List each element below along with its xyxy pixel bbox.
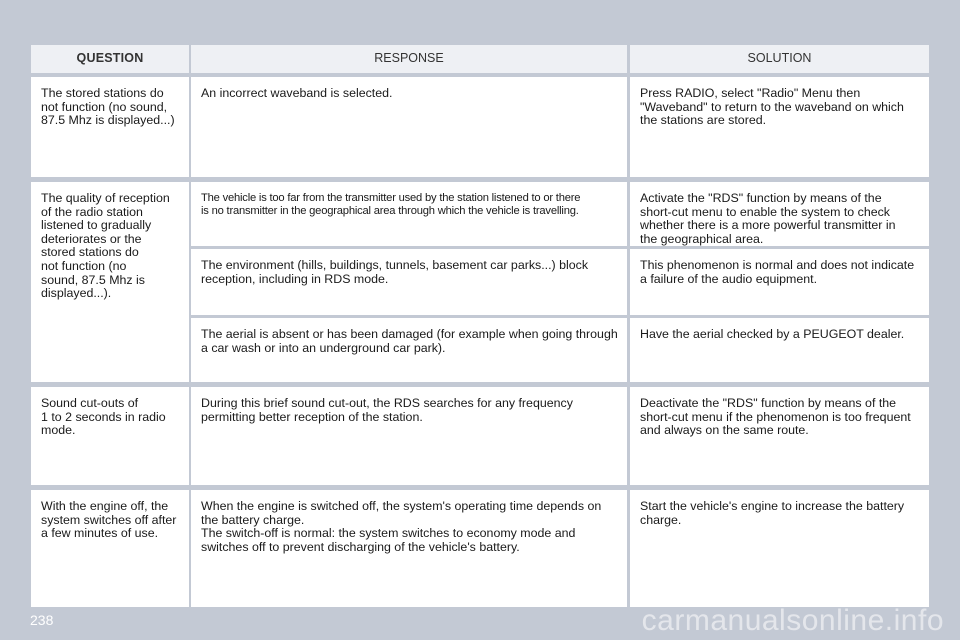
row3-solution: Deactivate the "RDS" function by means of the short-cut menu if the phenomenon is too frequent and always on the same route.	[630, 387, 929, 485]
row1-question: The stored stations do not function (no sound, 87.5 Mhz is displayed...)	[31, 77, 189, 177]
watermark: carmanualsonline.info	[641, 604, 944, 637]
row4-response: When the engine is switched off, the system's operating time depends on the battery charge. The switch-off is normal: the system switches to economy mode and switches off to prevent discharging of the vehicle's battery.	[191, 490, 627, 607]
row3-question: Sound cut-outs of 1 to 2 seconds in radio mode.	[31, 387, 189, 485]
row4-question: With the engine off, the system switches off after a few minutes of use.	[31, 490, 189, 607]
row2-item1-solution: Activate the "RDS" function by means of the short-cut menu to enable the system to check whether there is a more powerful transmitter in the geographical area.	[630, 182, 929, 246]
page-number: 238	[30, 612, 54, 628]
row2-item3-solution: Have the aerial checked by a PEUGEOT dealer.	[630, 318, 929, 382]
header-question: QUESTION	[31, 45, 189, 73]
row1-response: An incorrect waveband is selected.	[191, 77, 627, 177]
header-solution: SOLUTION	[630, 45, 929, 73]
header-response: RESPONSE	[191, 45, 627, 73]
row2-item3-response: The aerial is absent or has been damaged (for example when going through a car wash or into an underground car park).	[191, 318, 627, 382]
row4-solution: Start the vehicle's engine to increase the battery charge.	[630, 490, 929, 607]
row2-item2-solution: This phenomenon is normal and does not indicate a failure of the audio equipment.	[630, 249, 929, 315]
row1-solution: Press RADIO, select "Radio" Menu then "Waveband" to return to the waveband on which the stations are stored.	[630, 77, 929, 177]
row2-item1-response: The vehicle is too far from the transmitter used by the station listened to or there is no transmitter in the geographical area through which the vehicle is travelling.	[191, 182, 627, 246]
row2-question: The quality of reception of the radio station listened to gradually deteriorates or the stored stations do not function (no sound, 87.5 Mhz is displayed...).	[31, 182, 189, 382]
row3-response: During this brief sound cut-out, the RDS searches for any frequency permitting better reception of the station.	[191, 387, 627, 485]
row2-item2-response: The environment (hills, buildings, tunnels, basement car parks...) block reception, including in RDS mode.	[191, 249, 627, 315]
